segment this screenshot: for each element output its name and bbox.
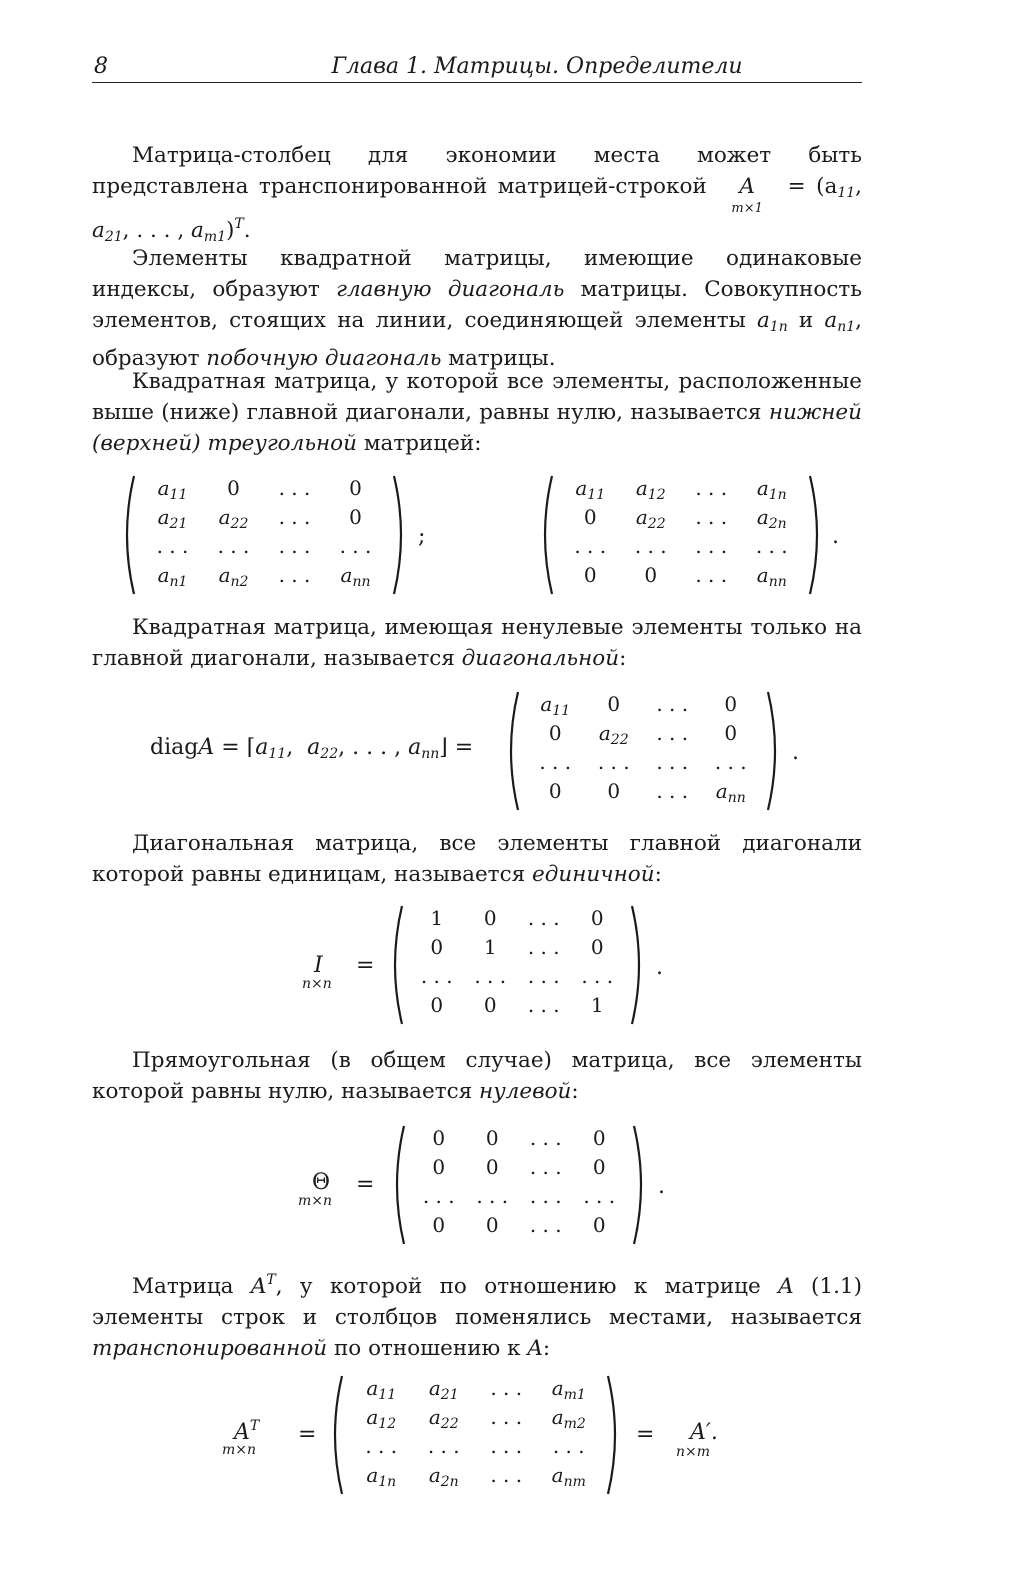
matrix-cell: 0 [548,721,562,745]
matrix-cell: . . . [552,1434,585,1458]
matrix-cell: $a_{11}$ [366,1376,397,1403]
matrix-cell: . . . [574,534,607,558]
matrix-cell: $a_{m2}$ [551,1405,586,1432]
matrix-cell: $a_{22}$ [635,505,666,532]
matrix-cell: . . . [695,563,728,587]
matrix-cell: . . . [490,1376,523,1400]
matrix-cell: $a_{nn}$ [715,779,746,806]
matrix-cell: . . . [656,692,689,716]
matrix-cell: 0 [485,1126,499,1150]
paragraph-triangular: Квадратная матрица, у которой все элементы, расположенные выше (ниже) главной диагонали, равны нулю, называется нижней (верхней) треугольной матрицей: [92,369,862,456]
diag-rhs: = $⌈a_{11}$, $a_{22}$, . . . , $a_{nn}⌋$ = [221,735,474,762]
matrix-upper-triangular [536,474,826,596]
matrix-cell: 0 [349,476,362,500]
matrix-cell: . . . [156,534,189,558]
math-A-mx1: A m×1 [731,174,763,216]
matrix-cell: 0 [430,993,444,1017]
matrix-cell: $a_{22}$ [598,721,629,748]
matrix-cell: . . . [529,1184,562,1208]
matrix-cell: 0 [432,1155,446,1179]
matrix-cell: . . . [476,1184,509,1208]
matrix-cell: 0 [724,721,738,745]
matrix-cell: . . . [755,534,788,558]
diag-label: diag [150,735,199,760]
period-3: . [656,955,663,980]
matrix-cell: 1 [483,935,497,959]
matrix-cell: . . . [278,534,311,558]
matrix-cell: 0 [483,906,497,930]
paren-left [118,474,136,596]
matrix-transpose [326,1374,624,1496]
matrix-cell: . . . [529,1126,562,1150]
paren-right [766,690,784,812]
matrix-cell: 0 [548,779,562,803]
matrix-cell: . . . [422,1184,455,1208]
matrix-cell: . . . [490,1463,523,1487]
paragraph-identity: Диагональная матрица, все элементы главной диагонали которой равны единицам, называется единичной: [92,831,862,887]
matrix-cell: $a_{m1}$ [551,1376,586,1403]
matrix-identity [386,904,648,1026]
paragraph-column-matrix: Матрица-столбец для экономии места может быть представлена транспонированной матрицей-строкой A m×1 = ($a_{11}$, $a_{21}$, . . . , $a_{m1})^T$. [92,143,862,245]
theta-dims: m×n [298,1193,333,1209]
matrix-cell: . . . [529,1213,562,1237]
matrix-cell: 0 [592,1155,606,1179]
a-prime-dims: n×m [676,1444,711,1460]
matrix-cell: . . . [474,964,507,988]
matrix-cell: 0 [227,476,240,500]
matrix-cell: $a_{11}$ [540,692,571,719]
matrix-cell: 1 [430,906,444,930]
matrix-cell: . . . [339,534,372,558]
matrix-cell: . . . [656,779,689,803]
paren-right [606,1374,624,1496]
paren-right [808,474,826,596]
paragraph-diagonals: Элементы квадратной матрицы, имеющие одинаковые индексы, образуют главную диагональ матрицы. Совокупность элементов, стоящих на линии, соединяющей элементы $a_{1n}$ и $a_{n1}$, образуют побочную диагональ матрицы. [92,246,863,371]
matrix-cell: $a_{2n}$ [756,505,787,532]
matrix-zero [388,1124,650,1246]
matrix-cell: $a_{nn}$ [756,563,787,590]
matrix-cell: . . . [217,534,250,558]
matrix-diagonal [502,690,784,812]
matrix-cell: 0 [485,1155,499,1179]
matrix-cell: $a_{12}$ [366,1405,397,1432]
matrix-cell: . . . [490,1434,523,1458]
matrix-cell: 0 [724,692,738,716]
paren-left [502,690,520,812]
identity-equals: = [356,953,375,978]
paragraph-zero: Прямоугольная (в общем случае) матрица, все элементы которой равны нулю, называется нулевой: [92,1048,862,1104]
matrix-cell: . . . [656,721,689,745]
a-prime: A′. [690,1420,718,1445]
semicolon: ; [418,524,426,549]
matrix-lower-triangular [118,474,410,596]
matrix-cell: . . . [656,750,689,774]
matrix-cell: $a_{11}$ [157,476,188,503]
matrix-cell: 0 [592,1126,606,1150]
paren-right [392,474,410,596]
running-title: Глава 1. Матрицы. Определители [331,54,743,79]
matrix-cell: . . . [278,505,311,529]
period-1: . [832,524,839,549]
matrix-cell: $a_{22}$ [218,505,249,532]
identity-dims: n×n [302,976,332,992]
theta-symbol: Θ [312,1170,331,1195]
paragraph-diagonal-matrix: Квадратная матрица, имеющая ненулевые элементы только на главной диагонали, называется диагональной: [92,615,862,671]
matrix-cell: 0 [590,906,604,930]
transpose-dims: m×n [222,1442,257,1458]
identity-symbol: I [314,953,323,978]
matrix-cell: $a_{22}$ [428,1405,459,1432]
matrix-cell: . . . [278,476,311,500]
matrix-cell: . . . [420,964,453,988]
matrix-cell: 0 [607,779,621,803]
transpose-symbol: $A^T$ [234,1418,260,1445]
diag-formula: diagA = $⌈a_{11}$, $a_{22}$, . . . , $a_{nn}⌋$ = [150,735,474,762]
paragraph-transpose: Матрица $A^T$, у которой по отношению к матрице A (1.1) элементы строк и столбцов поменялись местами, называется транспонированной по отношению к A: [92,1272,862,1361]
matrix-cell: . . . [597,750,630,774]
matrix-cell: . . . [695,534,728,558]
matrix-cell: 0 [583,505,597,529]
page-number: 8 [94,54,108,79]
matrix-cell: 0 [430,935,444,959]
matrix-cell: . . . [714,750,747,774]
matrix-cell: . . . [634,534,667,558]
matrix-cell: 0 [485,1213,499,1237]
transpose-equals-1: = [298,1422,317,1447]
matrix-cell: $a_{21}$ [157,505,188,532]
matrix-cell: . . . [539,750,572,774]
matrix-cell: 0 [432,1213,446,1237]
matrix-cell: 0 [483,993,497,1017]
paren-left [388,1124,406,1246]
matrix-cell: 1 [590,993,604,1017]
paren-left [386,904,404,1026]
matrix-cell: . . . [527,906,560,930]
paren-left [326,1374,344,1496]
matrix-cell: 0 [592,1213,606,1237]
matrix-cell: . . . [527,935,560,959]
paren-right [632,1124,650,1246]
matrix-cell: . . . [529,1155,562,1179]
matrix-cell: . . . [365,1434,398,1458]
matrix-cell: $a_{nm}$ [551,1463,586,1490]
period-4: . [658,1174,665,1199]
matrix-cell: $a_{21}$ [428,1376,459,1403]
matrix-cell: $a_{11}$ [575,476,606,503]
matrix-cell: . . . [583,1184,616,1208]
matrix-cell: . . . [581,964,614,988]
matrix-cell: $a_{n2}$ [218,563,249,590]
matrix-cell: . . . [427,1434,460,1458]
matrix-cell: . . . [695,505,728,529]
paren-right [630,904,648,1026]
matrix-cell: . . . [527,964,560,988]
matrix-cell: $a_{n1}$ [157,563,188,590]
matrix-cell: 0 [644,563,658,587]
paren-left [536,474,554,596]
matrix-cell: $a_{1n}$ [756,476,787,503]
page-header [92,50,862,83]
theta-equals: = [356,1172,375,1197]
matrix-cell: $a_{1n}$ [366,1463,397,1490]
matrix-cell: 0 [590,935,604,959]
period-2: . [792,740,799,765]
matrix-cell: $a_{nn}$ [340,563,371,590]
matrix-cell: . . . [527,993,560,1017]
matrix-cell: $a_{12}$ [635,476,666,503]
matrix-cell: . . . [490,1405,523,1429]
matrix-cell: 0 [607,692,621,716]
matrix-cell: . . . [278,563,311,587]
transpose-equals-2: = [636,1422,655,1447]
matrix-cell: 0 [583,563,597,587]
matrix-cell: $a_{2n}$ [428,1463,459,1490]
matrix-cell: 0 [432,1126,446,1150]
matrix-cell: 0 [349,505,362,529]
matrix-cell: . . . [695,476,728,500]
